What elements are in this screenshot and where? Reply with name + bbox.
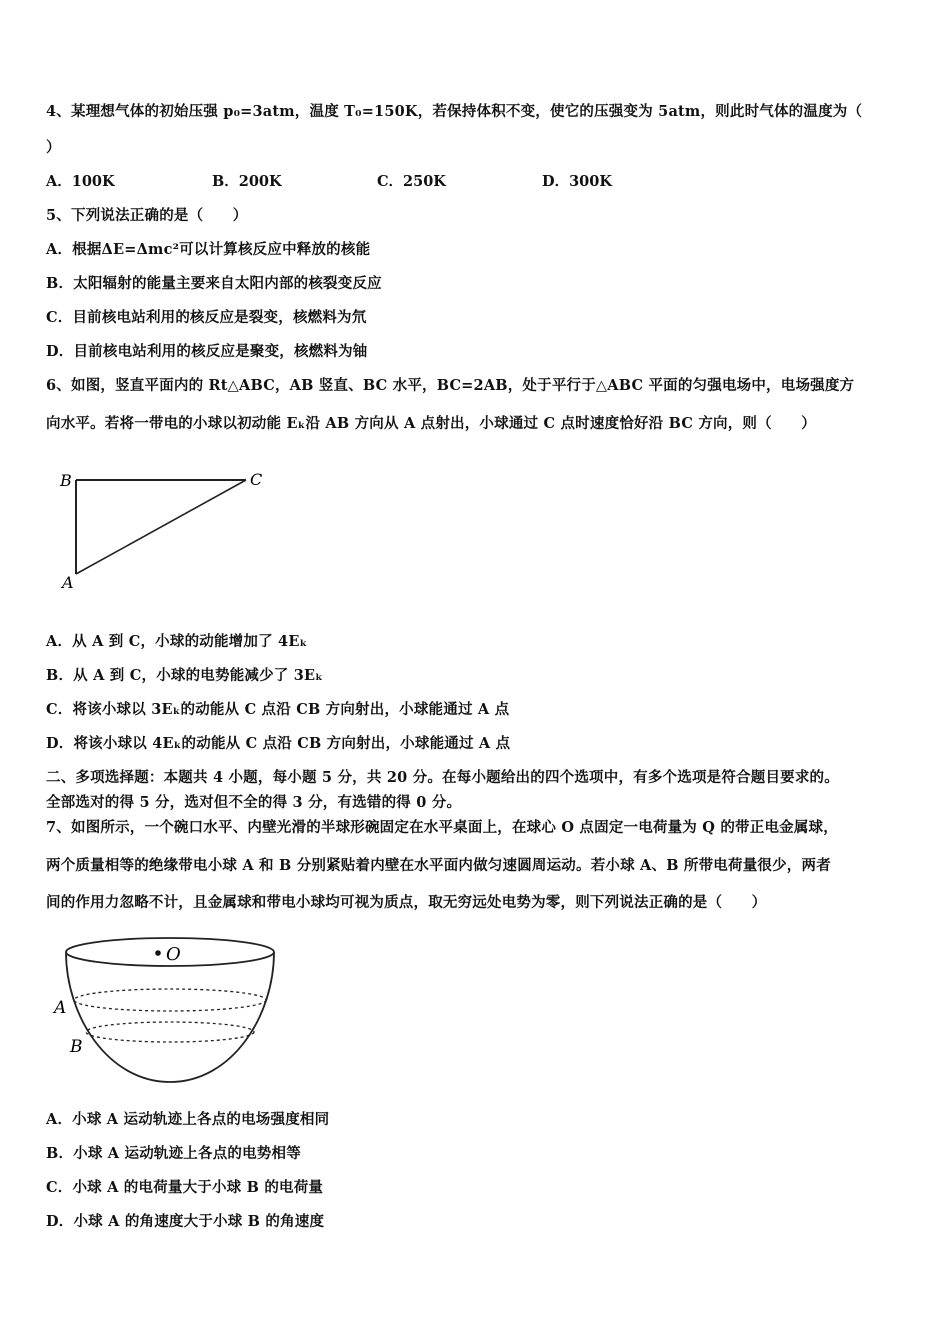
q7-option-b: B．小球 A 运动轨迹上各点的电势相等 <box>46 1145 301 1162</box>
q7-stem-line2: 两个质量相等的绝缘带电小球 A 和 B 分别紧贴着内壁在水平面内做匀速圆周运动。若小球 A、B 所带电荷量很少，两者 <box>46 857 831 874</box>
q5-option-d: D．目前核电站利用的核反应是聚变，核燃料为铀 <box>46 343 368 360</box>
label-a: A <box>54 998 67 1018</box>
q4-option-c: C．250K <box>377 173 446 190</box>
q6-stem-line2: 向水平。若将一带电的小球以初动能 Eₖ沿 AB 方向从 A 点射出，小球通过 C 点时速度恰好沿 BC 方向，则（ ） <box>46 415 816 432</box>
q4-stem-line1: 4、某理想气体的初始压强 p₀=3atm，温度 T₀=150K，若保持体积不变，使它的压强变为 5atm，则此时气体的温度为（ <box>46 103 863 120</box>
orbit-b <box>86 1022 254 1042</box>
triangle-side-ac <box>76 480 246 574</box>
q6-stem-line1: 6、如图，竖直平面内的 Rt△ABC，AB 竖直、BC 水平，BC=2AB，处于平行于△ABC 平面的匀强电场中，电场强度方 <box>46 377 855 394</box>
q7-stem-line3: 间的作用力忽略不计，且金属球和带电小球均可视为质点，取无穷远处电势为零，则下列说法正确的是（ ） <box>46 894 767 911</box>
bowl-figure <box>48 936 288 1088</box>
q5-option-a: A．根据ΔE=Δmc²可以计算核反应中释放的核能 <box>46 241 371 258</box>
q5-stem: 5、下列说法正确的是（ ） <box>46 207 248 224</box>
q6-option-d: D．将该小球以 4Eₖ的动能从 C 点沿 CB 方向射出，小球能通过 A 点 <box>46 735 511 752</box>
q7-option-c: C．小球 A 的电荷量大于小球 B 的电荷量 <box>46 1179 324 1196</box>
label-c: C <box>250 470 263 489</box>
q4-option-d: D．300K <box>542 173 612 190</box>
q7-stem-line1: 7、如图所示，一个碗口水平、内壁光滑的半球形碗固定在水平桌面上，在球心 O 点固定一电荷量为 Q 的带正电金属球， <box>46 819 838 836</box>
section2-header-line2: 全部选对的得 5 分，选对但不全的得 3 分，有选错的得 0 分。 <box>46 794 462 811</box>
q6-option-c: C．将该小球以 3Eₖ的动能从 C 点沿 CB 方向射出，小球能通过 A 点 <box>46 701 510 718</box>
label-a: A <box>62 573 74 592</box>
label-b: B <box>70 1037 83 1057</box>
q6-option-a: A．从 A 到 C，小球的动能增加了 4Eₖ <box>46 633 308 650</box>
q4-stem-line2: ） <box>46 139 61 156</box>
q4-option-a: A．100K <box>46 173 115 190</box>
q5-option-c: C．目前核电站利用的核反应是裂变，核燃料为氘 <box>46 309 367 326</box>
label-b: B <box>60 471 72 490</box>
label-o: O <box>166 944 181 965</box>
bowl-body <box>66 952 274 1082</box>
center-o-dot <box>155 950 161 956</box>
q5-option-b: B．太阳辐射的能量主要来自太阳内部的核裂变反应 <box>46 275 382 292</box>
q6-option-b: B．从 A 到 C，小球的电势能减少了 3Eₖ <box>46 667 324 684</box>
q7-option-a: A．小球 A 运动轨迹上各点的电场强度相同 <box>46 1111 330 1128</box>
triangle-figure <box>52 462 282 594</box>
section2-header-line1: 二、多项选择题：本题共 4 小题，每小题 5 分，共 20 分。在每小题给出的四个选项中，有多个选项是符合题目要求的。 <box>46 769 839 786</box>
q7-option-d: D．小球 A 的角速度大于小球 B 的角速度 <box>46 1213 325 1230</box>
orbit-a <box>74 989 266 1011</box>
q4-option-b: B．200K <box>212 173 282 190</box>
